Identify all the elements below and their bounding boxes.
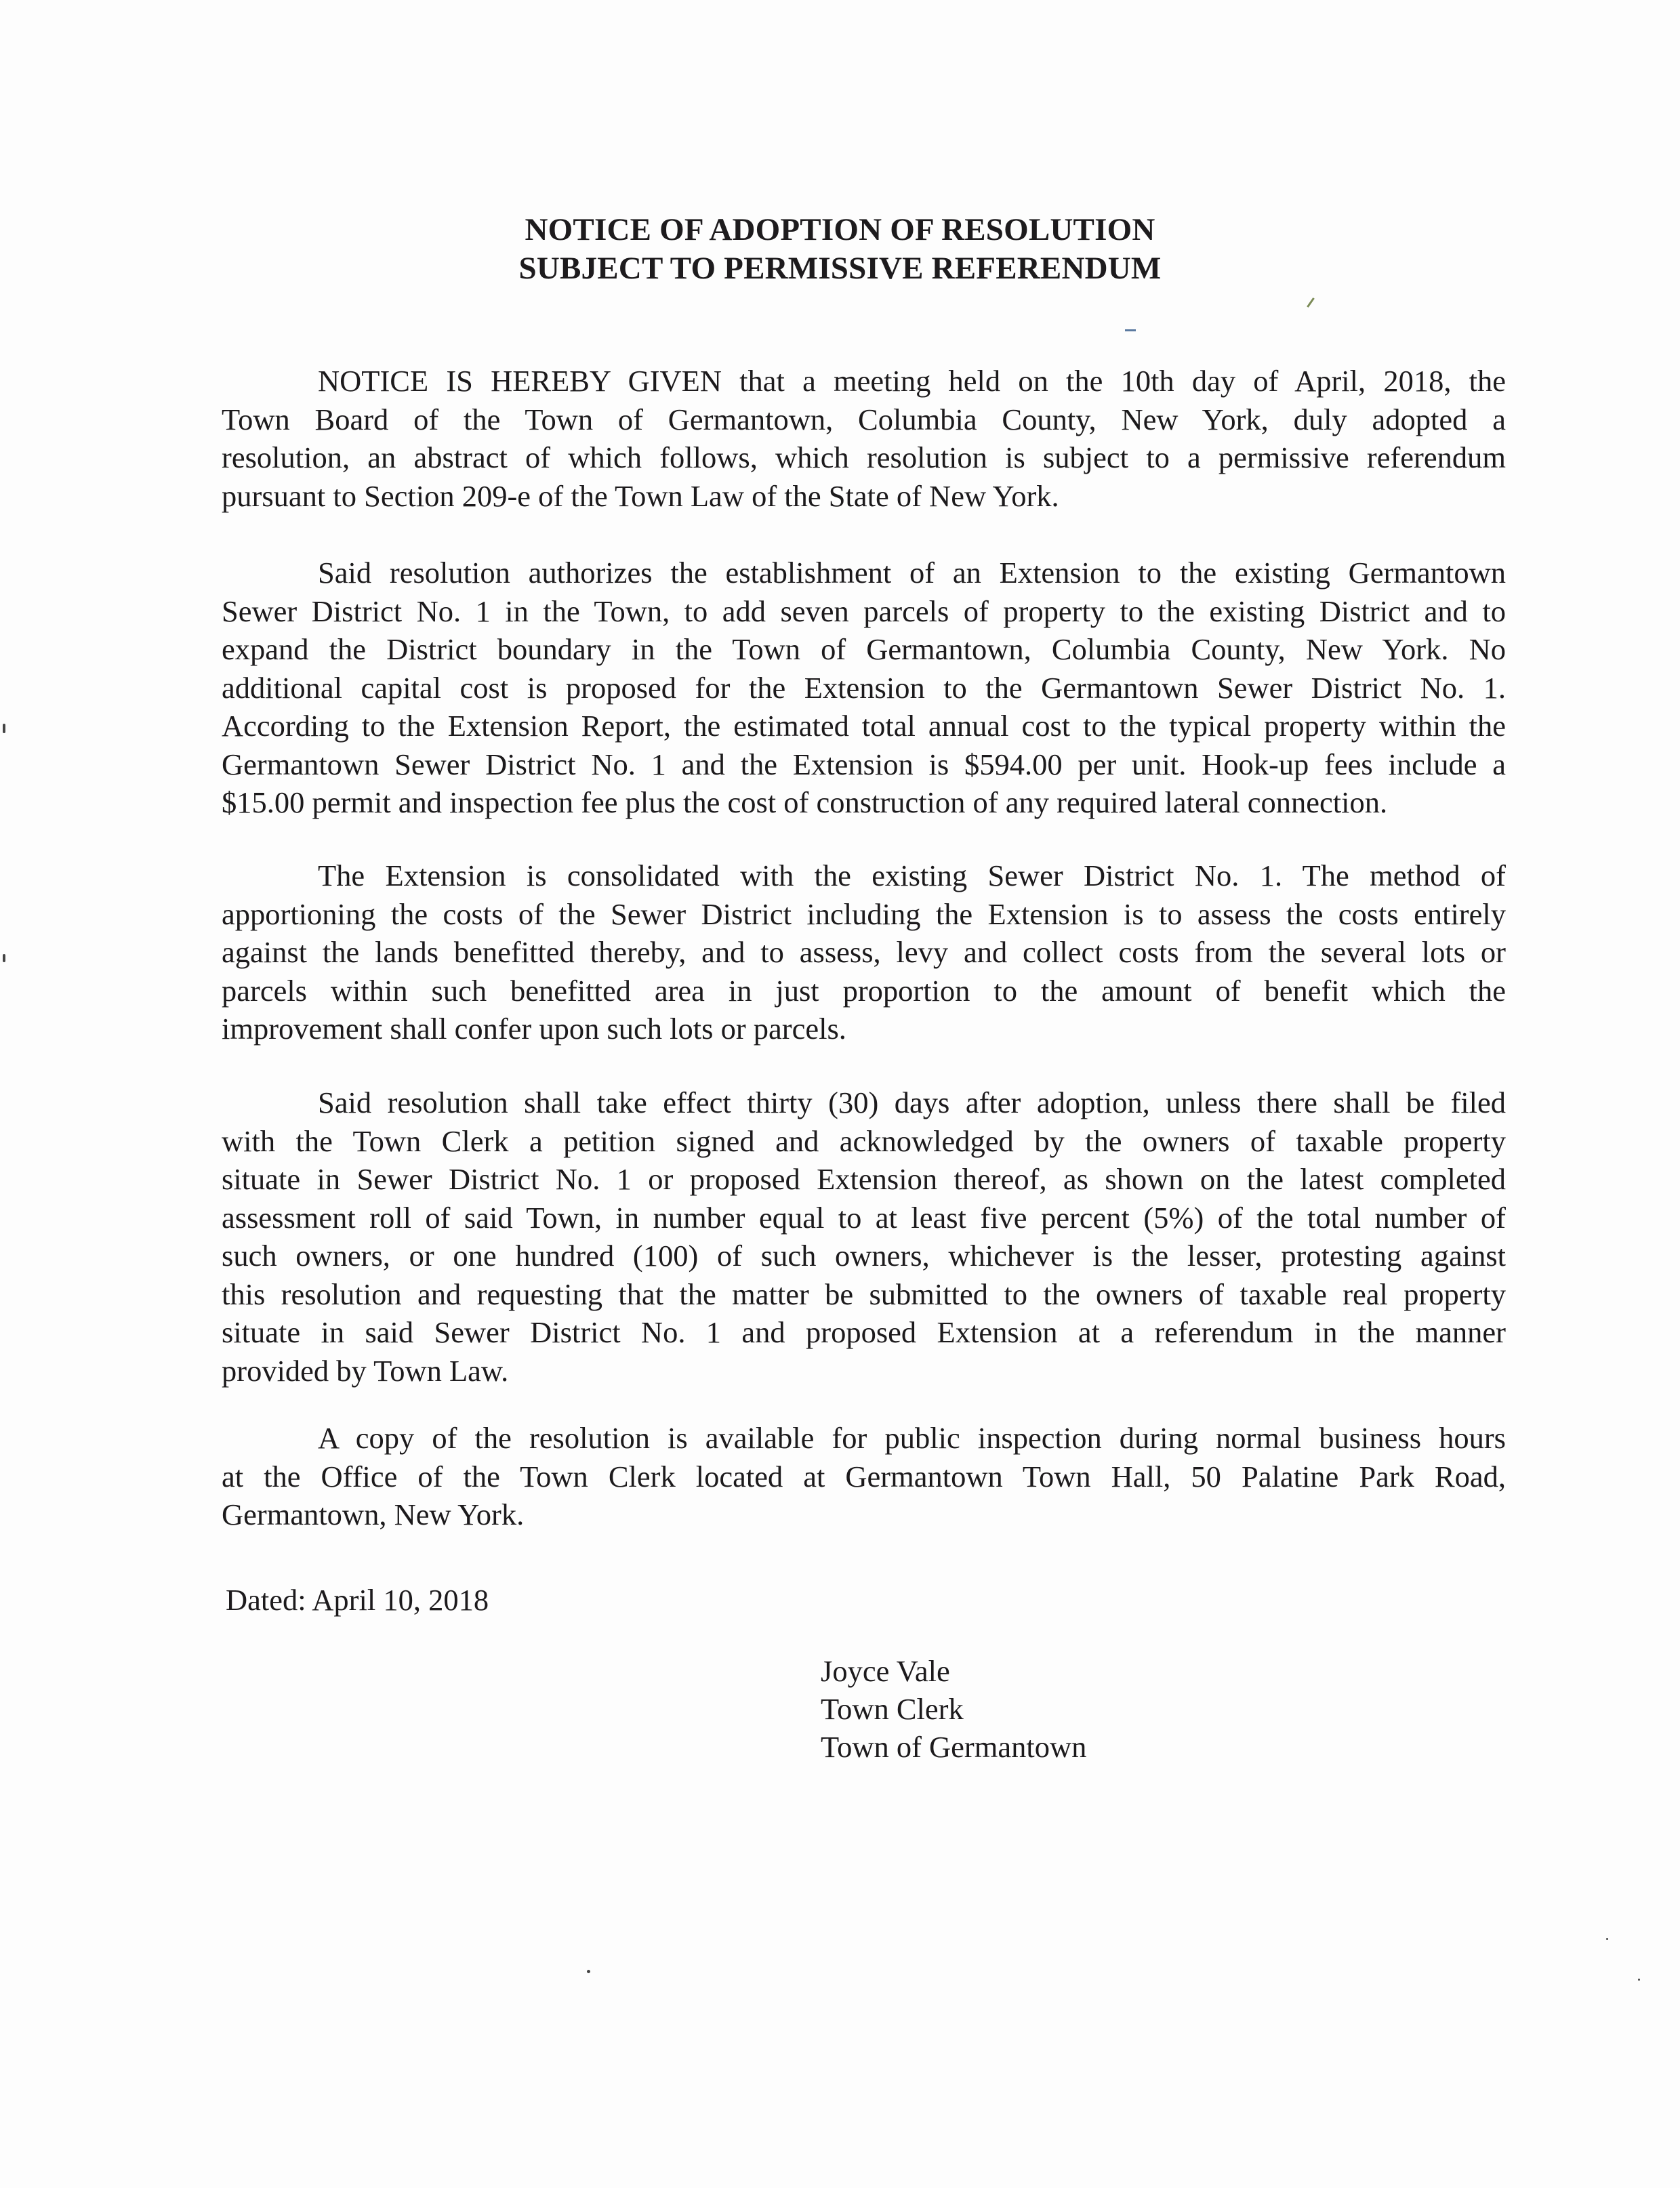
- text-line: resolution, an abstract of which follows, which resolution is subject to a permissive referendum: [222, 440, 1506, 474]
- text-line: Sewer District No. 1 in the Town, to add seven parcels of property to the existing District and to: [222, 594, 1506, 628]
- document-title-line-2: SUBJECT TO PERMISSIVE REFERENDUM: [518, 251, 1162, 286]
- paragraph-notice: [222, 362, 1506, 515]
- text-line: Germantown Sewer District No. 1 and the Extension is $594.00 per unit. Hook-up fees include a: [222, 747, 1506, 781]
- scan-speck: [3, 724, 5, 733]
- signer-organization: Town of Germantown: [821, 1730, 1087, 1764]
- dated-line: Dated: April 10, 2018: [226, 1583, 489, 1617]
- scan-speck: [1606, 1938, 1608, 1940]
- text-line: pursuant to Section 209-e of the Town Law of the State of New York.: [222, 478, 1059, 513]
- text-line: expand the District boundary in the Town of Germantown, Columbia County, New York. No: [222, 632, 1506, 666]
- text-line: assessment roll of said Town, in number equal to at least five percent (5%) of the total number of: [222, 1200, 1506, 1235]
- text-line: with the Town Clerk a petition signed and acknowledged by the owners of taxable property: [222, 1123, 1506, 1158]
- scan-speck: [587, 1970, 590, 1973]
- text-line: apportioning the costs of the Sewer District including the Extension is to assess the costs entirely: [222, 896, 1506, 931]
- scan-mark: [1125, 329, 1136, 331]
- text-line: parcels within such benefitted area in just proportion to the amount of benefit which the: [222, 973, 1506, 1008]
- text-line: this resolution and requesting that the matter be submitted to the owners of taxable real property: [222, 1277, 1506, 1311]
- paragraph-public-inspection: [222, 1419, 1506, 1534]
- text-line: NOTICE IS HEREBY GIVEN that a meeting held on the 10th day of April, 2018, the: [318, 364, 1506, 398]
- paragraph-extension: [222, 554, 1506, 822]
- text-line: provided by Town Law.: [222, 1353, 509, 1388]
- signer-title: Town Clerk: [821, 1692, 964, 1726]
- text-line: Said resolution authorizes the establishment of an Extension to the existing Germantown: [318, 556, 1506, 590]
- text-line: According to the Extension Report, the estimated total annual cost to the typical property within the: [222, 709, 1506, 743]
- scan-speck: [3, 954, 5, 962]
- scan-speck: [1638, 1979, 1640, 1981]
- text-line: improvement shall confer upon such lots or parcels.: [222, 1012, 846, 1046]
- text-line: $15.00 permit and inspection fee plus the cost of construction of any required lateral connection.: [222, 785, 1388, 819]
- document-title-line-1: NOTICE OF ADOPTION OF RESOLUTION: [525, 212, 1155, 247]
- text-line: such owners, or one hundred (100) of such owners, whichever is the lesser, protesting against: [222, 1239, 1506, 1273]
- text-line: Germantown, New York.: [222, 1498, 525, 1531]
- text-line: Town Board of the Town of Germantown, Columbia County, New York, duly adopted a: [222, 402, 1506, 436]
- signature-block: [821, 1652, 1086, 1766]
- text-line: additional capital cost is proposed for the Extension to the Germantown Sewer District No. 1.: [222, 670, 1506, 705]
- text-line: The Extension is consolidated with the existing Sewer District No. 1. The method of: [318, 859, 1506, 892]
- paragraph-apportionment: [222, 856, 1506, 1048]
- text-line: situate in said Sewer District No. 1 and proposed Extension at a referendum in the manner: [222, 1315, 1506, 1349]
- text-line: against the lands benefitted thereby, and to assess, levy and collect costs from the several lots or: [222, 935, 1506, 969]
- paragraph-effective-date: [222, 1083, 1506, 1390]
- text-line: situate in Sewer District No. 1 or proposed Extension thereof, as shown on the latest completed: [222, 1162, 1506, 1196]
- text-line: at the Office of the Town Clerk located at Germantown Town Hall, 50 Palatine Park Road,: [222, 1459, 1506, 1493]
- signer-name: Joyce Vale: [821, 1654, 950, 1688]
- text-line: A copy of the resolution is available for public inspection during normal business hours: [318, 1421, 1506, 1455]
- scan-mark: [1307, 297, 1315, 308]
- text-line: Said resolution shall take effect thirty (30) days after adoption, unless there shall be filed: [318, 1086, 1506, 1119]
